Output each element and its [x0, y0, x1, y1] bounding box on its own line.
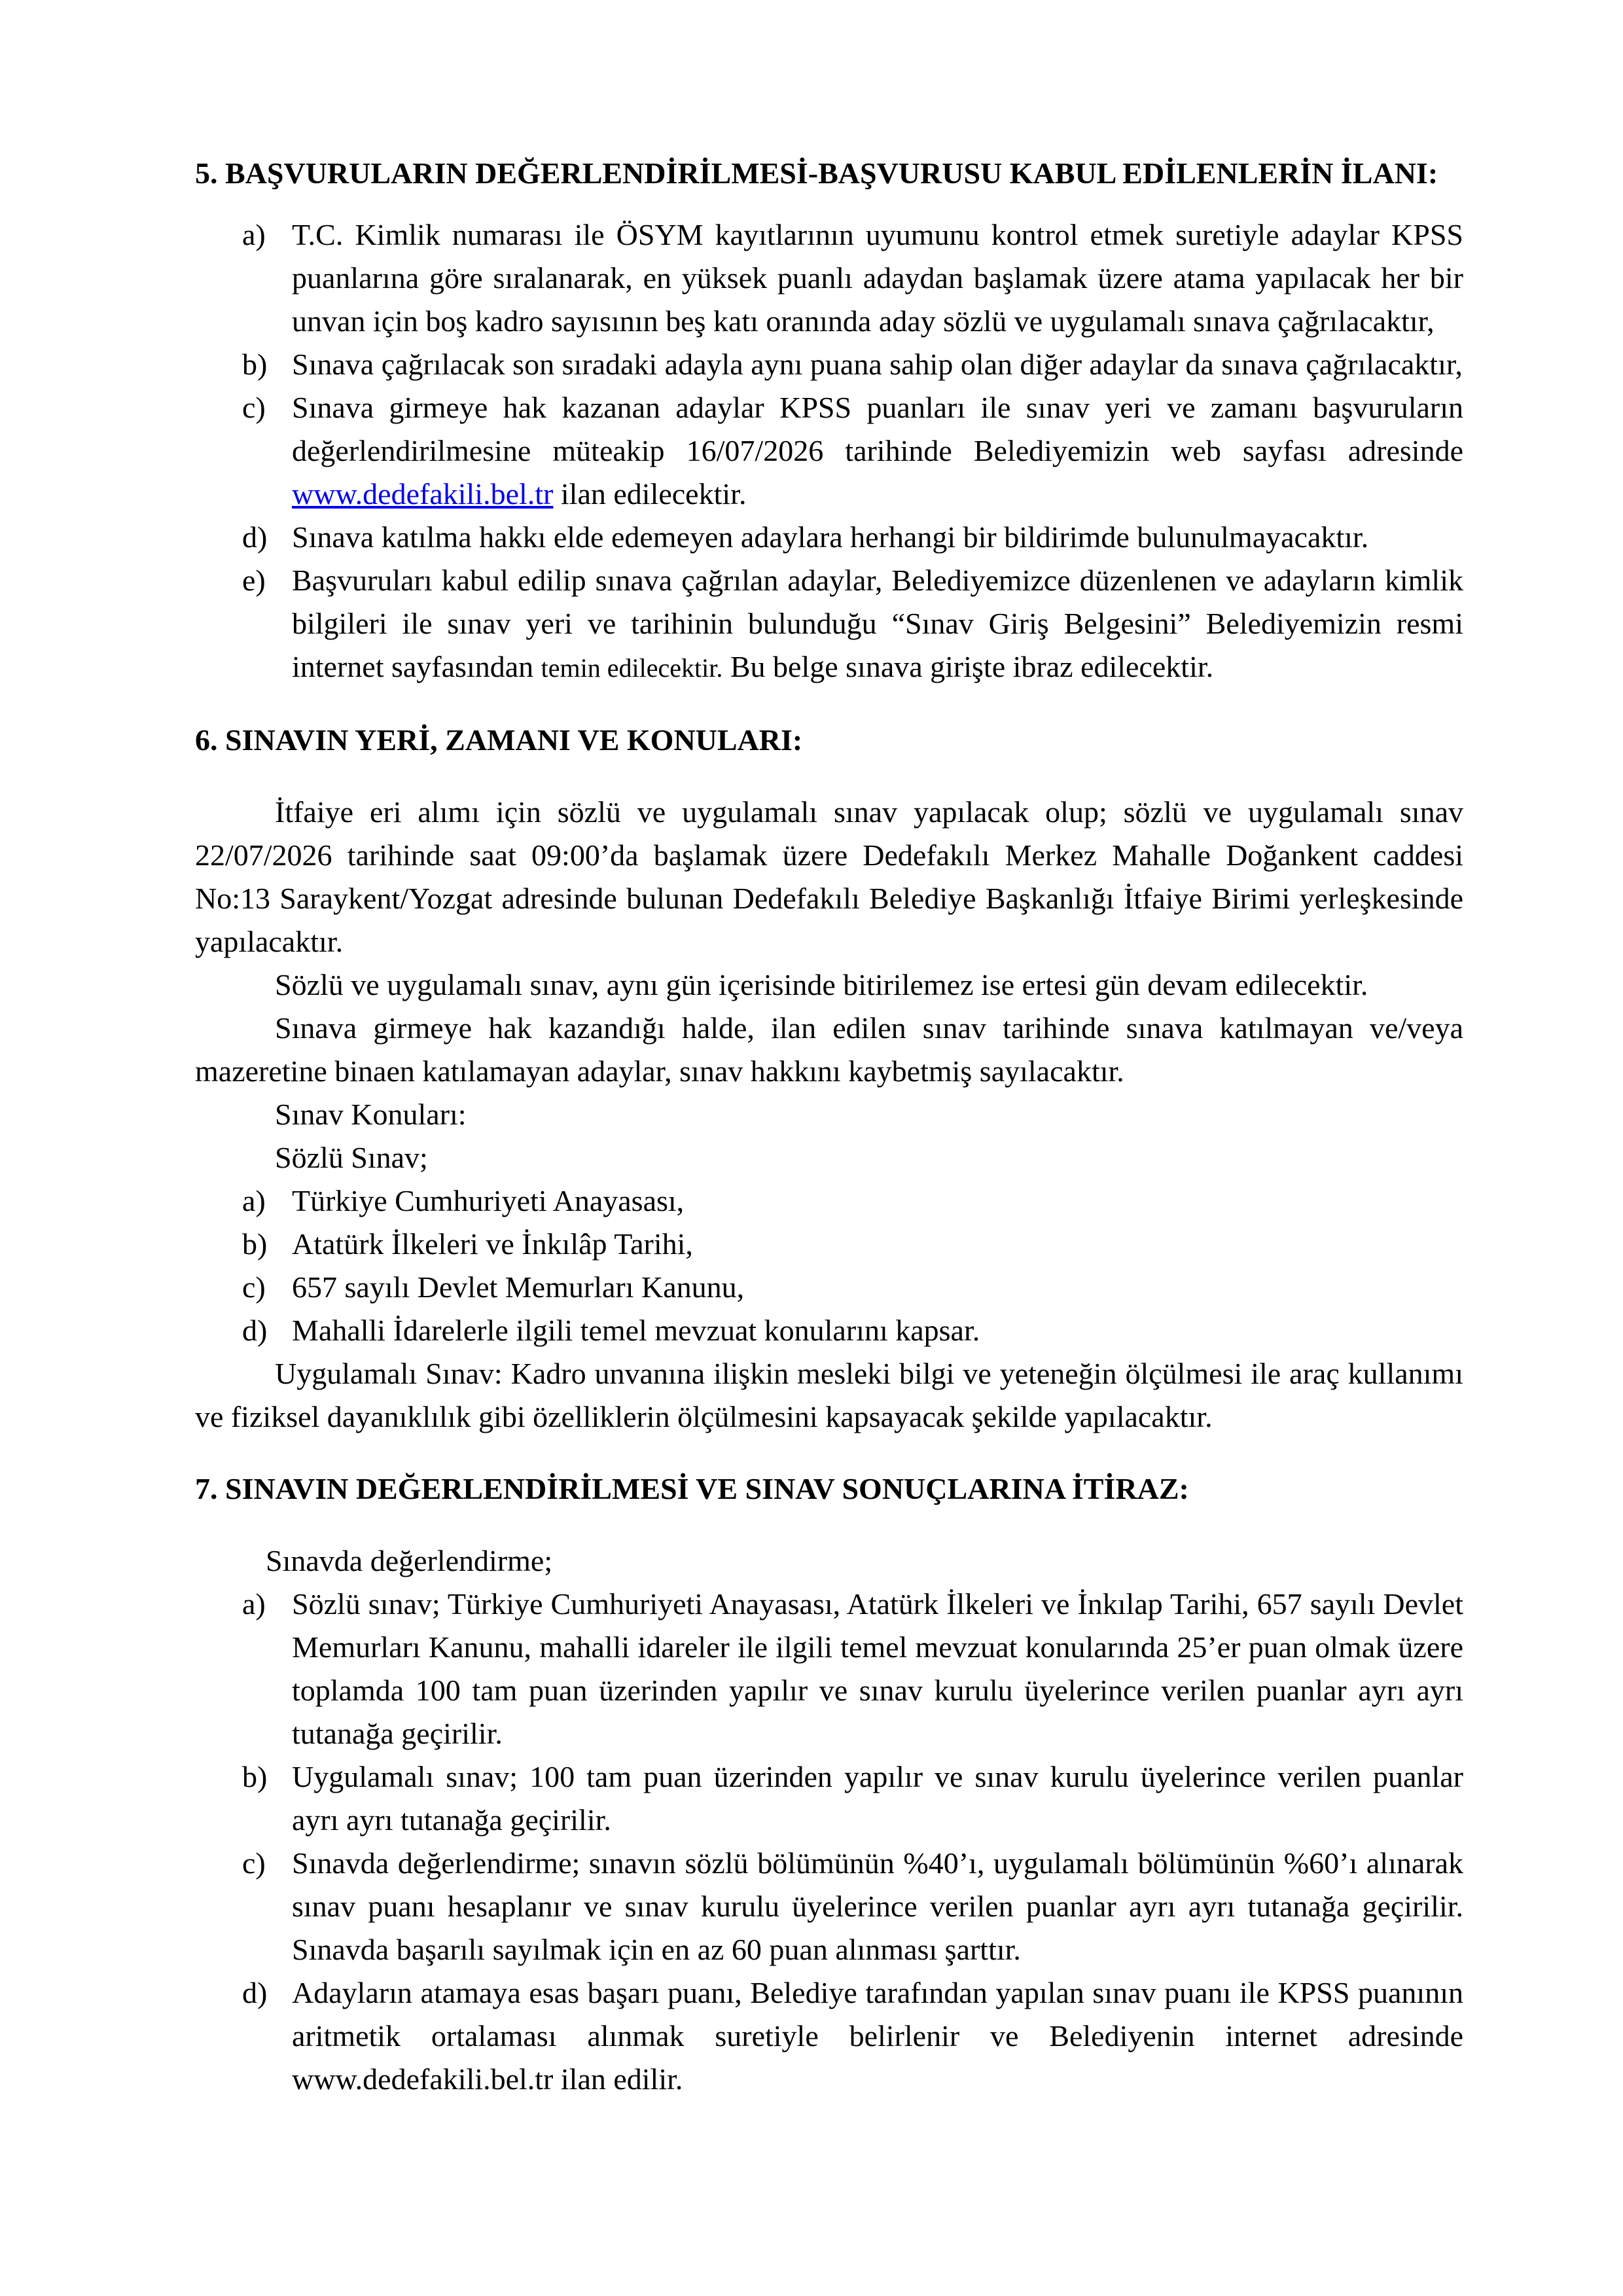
list-item-text: T.C. Kimlik numarası ile ÖSYM kayıtlarının uyumunu kontrol etmek suretiyle adaylar KPSS puanlarına göre sıralanarak, en yüksek puanlı adaydan başlamak üzere atama yapılacak her bir unvan için boş kadro sayısının beş katı oranında aday sözlü ve uygulamalı sınava çağrılacaktır, — [292, 218, 1463, 338]
list-item — [195, 516, 1463, 559]
list-item-text-small: temin edilecektir. — [541, 653, 723, 683]
section-5-list — [195, 213, 1463, 690]
section-6-paragraph-absence: Sınava girmeye hak kazandığı halde, ilan edilen sınav tarihinde sınava katılmayan ve/veya mazeretine binaen katılamayan adaylar, sınav hakkını kaybetmiş sayılacaktır. — [195, 1011, 1463, 1088]
evaluation-intro: Sınavda değerlendirme; — [266, 1544, 553, 1577]
list-item-text: Sınava çağrılacak son sıradaki adayla aynı puana sahip olan diğer adaylar da sınava çağrılacaktır, — [292, 348, 1463, 381]
section-6-paragraph-continuation: Sözlü ve uygulamalı sınav, aynı gün içerisinde bitirilemez ise ertesi gün devam edilecektir. — [275, 968, 1368, 1001]
list-item — [195, 1755, 1463, 1842]
exam-topics-label: Sınav Konuları: — [275, 1098, 467, 1131]
list-item-text-end: ilan edilecektir. — [553, 477, 747, 511]
list-item — [195, 213, 1463, 343]
list-marker: d) — [242, 1976, 268, 2009]
website-link[interactable]: www.dedefakili.bel.tr — [292, 477, 554, 511]
section-7-list — [195, 1583, 1463, 2101]
list-marker: d) — [242, 1314, 268, 1347]
list-item-text: Sınava katılma hakkı elde edemeyen adaylara herhangi bir bildirimde bulunulmayacaktır. — [292, 520, 1369, 554]
list-item-text: Mahalli İdarelerle ilgili temel mevzuat konularını kapsar. — [292, 1314, 980, 1347]
document-page — [195, 152, 1463, 2101]
list-marker: a) — [242, 218, 266, 251]
exam-topics-list — [195, 1179, 1463, 1352]
list-marker: b) — [242, 1227, 268, 1261]
list-item-text: Başvuruları kabul edilip sınava çağrılan adaylar, Belediyemizce düzenlenen ve adayların kimlik bilgileri ile sınav yeri ve tarihinin bulunduğu “Sınav Giriş Belgesini” Belediyemizin resmi internet sayfasından — [292, 564, 1463, 683]
list-item-text: Uygulamalı sınav; 100 tam puan üzerinden yapılır ve sınav kurulu üyelerince verilen puanlar ayrı ayrı tutanağa geçirilir. — [292, 1760, 1463, 1837]
oral-exam-label: Sözlü Sınav; — [275, 1141, 428, 1174]
list-item-text: Adayların atamaya esas başarı puanı, Belediye tarafından yapılan sınav puanı ile KPSS puanının aritmetik ortalaması alınmak suretiyle belirlenir ve Belediyenin internet adresinde www.dedefakili.bel.tr ilan edilir. — [292, 1976, 1463, 2096]
section-6-paragraph-location: İtfaiye eri alımı için sözlü ve uygulamalı sınav yapılacak olup; sözlü ve uygulamalı sınav 22/07/2026 tarihinde saat 09:00’da başlamak üzere Dedefakılı Merkez Mahalle Doğankent caddesi No:13 Saraykent/Yozgat adresinde bulunan Dedefakılı Belediye Başkanlığı İtfaiye Birimi yerleşkesinde yapılacaktır. — [195, 795, 1463, 958]
list-item — [195, 1971, 1463, 2101]
list-item — [195, 1266, 1463, 1309]
practical-exam-paragraph: Uygulamalı Sınav: Kadro unvanına ilişkin mesleki bilgi ve yeteneğin ölçülmesi ile araç kullanımı ve fiziksel dayanıklılık gibi özelliklerin ölçülmesini kapsayacak şekilde yapılacaktır. — [195, 1357, 1463, 1433]
list-marker: b) — [242, 348, 268, 381]
section-6-heading: 6. SINAVIN YERİ, ZAMANI VE KONULARI: — [195, 723, 803, 757]
list-item — [195, 1223, 1463, 1266]
list-item — [195, 559, 1463, 690]
list-item-text-end: Bu belge sınava girişte ibraz edilecektir. — [722, 650, 1214, 683]
list-item — [195, 1309, 1463, 1352]
list-item-text: Atatürk İlkeleri ve İnkılâp Tarihi, — [292, 1227, 693, 1261]
list-item — [195, 386, 1463, 516]
list-marker: c) — [242, 1270, 266, 1304]
list-marker: b) — [242, 1760, 268, 1793]
list-item — [195, 1842, 1463, 1971]
list-marker: c) — [242, 1846, 266, 1880]
section-5-heading: 5. BAŞVURULARIN DEĞERLENDİRİLMESİ-BAŞVURUSU KABUL EDİLENLERİN İLANI: — [195, 156, 1438, 190]
list-marker: a) — [242, 1587, 266, 1621]
list-marker: a) — [242, 1184, 266, 1217]
list-item-text: Türkiye Cumhuriyeti Anayasası, — [292, 1184, 685, 1217]
list-item-text: Sınava girmeye hak kazanan adaylar KPSS puanları ile sınav yeri ve zamanı başvuruların değerlendirilmesine müteakip 16/07/2026 tarihinde Belediyemizin web sayfası adresinde — [292, 391, 1463, 467]
list-item — [195, 1583, 1463, 1755]
list-marker: e) — [242, 564, 266, 597]
section-7-heading: 7. SINAVIN DEĞERLENDİRİLMESİ VE SINAV SONUÇLARINA İTİRAZ: — [195, 1472, 1189, 1505]
list-marker: c) — [242, 391, 266, 424]
list-item-text: 657 sayılı Devlet Memurları Kanunu, — [292, 1270, 745, 1304]
list-item — [195, 1179, 1463, 1223]
list-item — [195, 343, 1463, 386]
list-item-text: Sınavda değerlendirme; sınavın sözlü bölümünün %40’ı, uygulamalı bölümünün %60’ı alınarak sınav puanı hesaplanır ve sınav kurulu üyelerince verilen puanlar ayrı ayrı tutanağa geçirilir. Sınavda başarılı sayılmak için en az 60 puan alınması şarttır. — [292, 1846, 1463, 1966]
list-marker: d) — [242, 520, 268, 554]
list-item-text: Sözlü sınav; Türkiye Cumhuriyeti Anayasası, Atatürk İlkeleri ve İnkılap Tarihi, 657 sayılı Devlet Memurları Kanunu, mahalli idareler ile ilgili temel mevzuat konularında 25’er puan olmak üzere toplamda 100 tam puan üzerinden yapılır ve sınav kurulu üyelerince verilen puanlar ayrı ayrı tutanağa geçirilir. — [292, 1587, 1463, 1750]
